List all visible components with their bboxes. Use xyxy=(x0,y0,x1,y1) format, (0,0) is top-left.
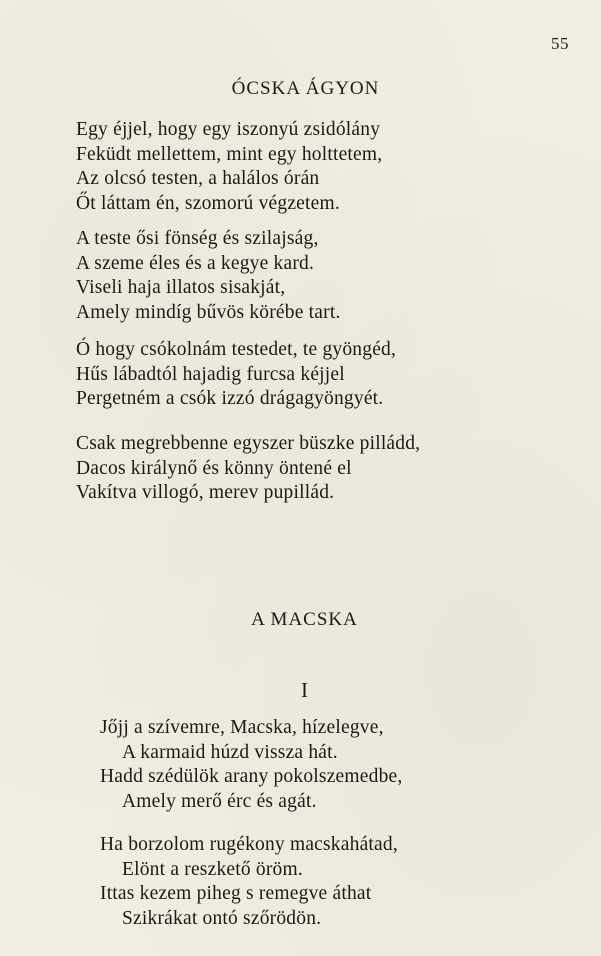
stanza-4 xyxy=(76,432,420,506)
verse-line: Az olcsó testen, a halálos órán xyxy=(76,168,320,189)
stanza-1 xyxy=(76,118,382,216)
verse-line: Vakítva villogó, merev pupillád. xyxy=(76,482,335,503)
poem-title-ocska-agyon: ÓCSKA ÁGYON xyxy=(231,78,380,99)
verse-line: Ittas kezem piheg s remegve áthat xyxy=(100,883,372,904)
verse-line: Dacos királynő és könny öntené el xyxy=(76,457,352,479)
verse-line: Elönt a reszkető öröm. xyxy=(122,858,303,880)
verse-line: Hűs lábadtól hajadig furcsa kéjjel xyxy=(76,363,345,385)
stanza-5 xyxy=(100,716,402,814)
verse-line: Egy éjjel, hogy egy iszonyú zsidólány xyxy=(76,119,381,140)
verse-line: A teste ősi fönség és szilajság, xyxy=(76,228,319,249)
verse-line: A szeme éles és a kegye kard. xyxy=(76,252,315,274)
verse-line: Őt láttam én, szomorú végzetem. xyxy=(76,192,340,214)
verse-line: Hadd szédülök arany pokolszemedbe, xyxy=(100,766,403,787)
verse-line: Csak megrebbenne egyszer büszke pilládd, xyxy=(76,433,421,454)
verse-line: Pergetném a csók izzó drágagyöngyét. xyxy=(76,388,384,409)
verse-line: Amely merő érc és agát. xyxy=(122,790,317,812)
verse-line: Szikrákat ontó szőrödön. xyxy=(122,907,322,929)
stanza-6 xyxy=(100,833,398,931)
verse-line: Jőjj a szívemre, Macska, hízelegve, xyxy=(100,717,384,738)
poem-title-a-macska: A MACSKA xyxy=(251,609,358,630)
verse-line: Feküdt mellettem, mint egy holttetem, xyxy=(76,143,383,165)
section-numeral: I xyxy=(301,678,308,702)
verse-line: Ó hogy csókolnám testedet, te gyöngéd, xyxy=(76,339,397,360)
verse-line: Ha borzolom rugékony macskahátad, xyxy=(100,834,398,855)
verse-line: Viseli haja illatos sisakját, xyxy=(76,277,286,298)
stanza-3 xyxy=(76,338,396,412)
verse-line: Amely mindíg bűvös körébe tart. xyxy=(76,301,341,323)
stanza-2 xyxy=(76,227,341,325)
verse-line: A karmaid húzd vissza hát. xyxy=(122,741,338,763)
page-number: 55 xyxy=(551,34,569,53)
